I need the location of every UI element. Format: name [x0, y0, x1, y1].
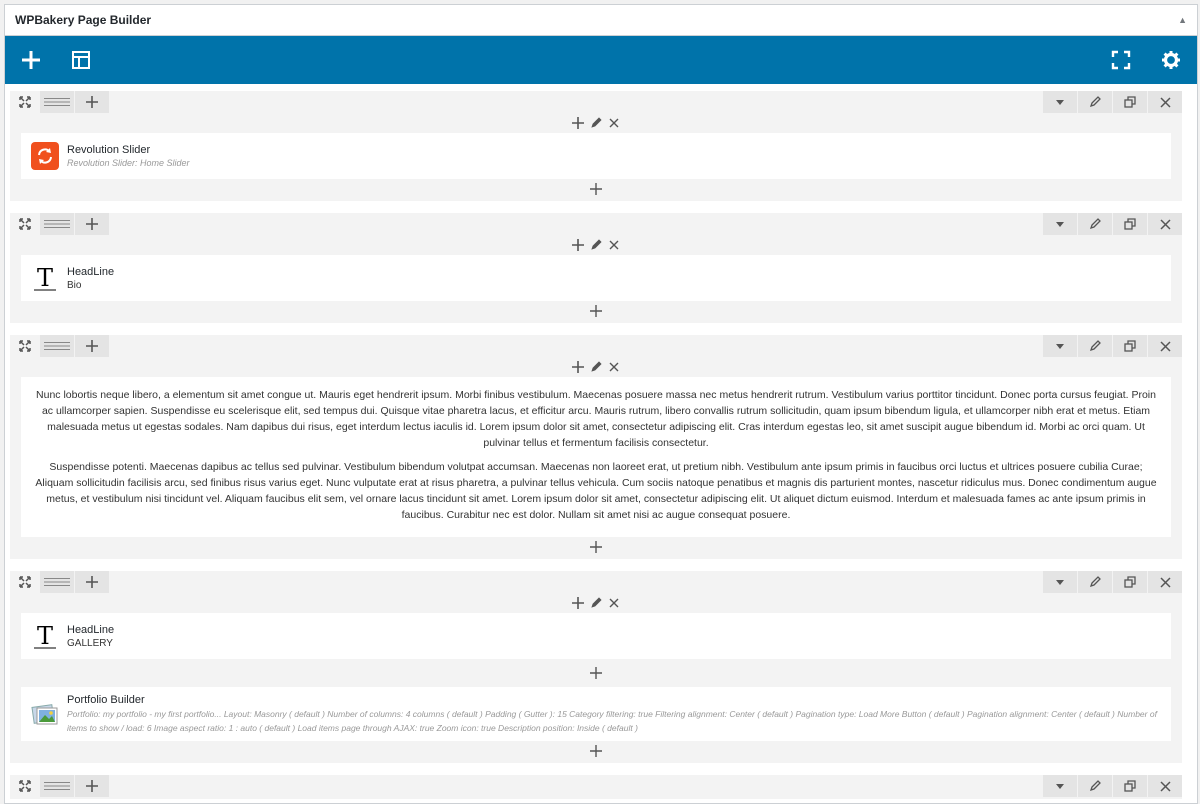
- headline-icon: [31, 622, 59, 650]
- row-drag-handle[interactable]: [40, 91, 74, 113]
- svg-text:T: T: [36, 264, 54, 292]
- row-clone-button[interactable]: [1113, 213, 1147, 235]
- add-element-button[interactable]: [19, 48, 43, 72]
- pencil-icon: [590, 361, 602, 373]
- collapse-toggle-icon[interactable]: ▲: [1178, 15, 1187, 25]
- row-controls: [10, 335, 1182, 357]
- add-element-below-button[interactable]: [21, 741, 1171, 761]
- column-add-button[interactable]: [570, 359, 586, 375]
- row-drag-handle[interactable]: [40, 335, 74, 357]
- row-controls: [10, 775, 1182, 797]
- clone-icon: [1124, 780, 1136, 792]
- row-edit-button[interactable]: [1078, 335, 1112, 357]
- text-paragraph: Suspendisse potenti. Maecenas dapibus ac tellus sed pulvinar. Vestibulum bibendum volutpat accumsan. Maecenas non laoreet erat, ut pretium nibh. Vestibulum ante ipsum primis in faucibus orci luctus et ultrices posuere cubilia Curae; Aliquam sollicitudin facilisis arcu, sed finibus risus varius eget. Nunc vulputate erat at risus pharetra, a pulvinar tellus vehicula. Cum sociis natoque penatibus et magnis dis parturient montes, nascetur ridiculus mus. Donec condimentum augue metus, et vestibulum nisi tincidunt vel. Aliquam faucibus elit sem, vel ornare lacus tincidunt sit amet. Lorem ipsum dolor sit amet, consectetur adipiscing elit. Ut aliquet dictum euismod. Interdum et malesuada fames ac ante ipsum primis in faucibus. Curabitur nec est dolor. Nullam sit amet nisi ac augue consequat posuere.: [35, 461, 1157, 521]
- move-arrows-icon: [19, 340, 31, 352]
- row-expand-button[interactable]: [10, 571, 40, 593]
- row-expand-button[interactable]: [10, 775, 40, 797]
- column-add-button[interactable]: [570, 115, 586, 131]
- row-edit-button[interactable]: [1078, 91, 1112, 113]
- plus-icon: [590, 667, 602, 679]
- move-arrows-icon: [19, 576, 31, 588]
- row-edit-button[interactable]: [1078, 571, 1112, 593]
- clone-icon: [1124, 96, 1136, 108]
- row-edit-button[interactable]: [1078, 213, 1112, 235]
- row-toggle-button[interactable]: [1043, 91, 1077, 113]
- row-toggle-button[interactable]: [1043, 213, 1077, 235]
- row-controls: [10, 571, 1182, 593]
- plus-icon: [86, 576, 98, 588]
- move-arrows-icon: [19, 96, 31, 108]
- plus-icon: [590, 183, 602, 195]
- close-icon: [1160, 577, 1171, 588]
- pencil-icon: [1089, 340, 1101, 352]
- pencil-icon: [1089, 218, 1101, 230]
- content-element[interactable]: [21, 687, 1171, 741]
- caret-down-icon: [1056, 222, 1064, 227]
- close-icon: [609, 598, 619, 608]
- row-toggle-button[interactable]: [1043, 571, 1077, 593]
- row-clone-button[interactable]: [1113, 571, 1147, 593]
- builder-row: [10, 775, 1182, 799]
- column-edit-button[interactable]: [588, 237, 604, 253]
- pencil-icon: [590, 597, 602, 609]
- builder-row: [10, 571, 1182, 763]
- close-icon: [609, 240, 619, 250]
- fullscreen-button[interactable]: [1109, 48, 1133, 72]
- element-title: HeadLine: [67, 623, 115, 636]
- drag-handle-icon: [44, 341, 70, 351]
- builder-column: [10, 357, 1182, 557]
- add-element-below-button[interactable]: [21, 537, 1171, 557]
- row-delete-button[interactable]: [1148, 335, 1182, 357]
- builder-row: [10, 213, 1182, 323]
- row-controls: [10, 213, 1182, 235]
- add-element-below-button[interactable]: [21, 301, 1171, 321]
- row-add-column-button[interactable]: [75, 775, 109, 797]
- column-edit-button[interactable]: [588, 359, 604, 375]
- row-clone-button[interactable]: [1113, 775, 1147, 797]
- row-add-column-button[interactable]: [75, 335, 109, 357]
- row-expand-button[interactable]: [10, 213, 40, 235]
- pencil-icon: [1089, 576, 1101, 588]
- row-clone-button[interactable]: [1113, 91, 1147, 113]
- caret-down-icon: [1056, 344, 1064, 349]
- column-delete-button[interactable]: [606, 595, 622, 611]
- plus-icon: [590, 305, 602, 317]
- row-controls: [10, 91, 1182, 113]
- close-icon: [1160, 781, 1171, 792]
- headline-icon: [31, 264, 59, 292]
- drag-handle-icon: [44, 781, 70, 791]
- clone-icon: [1124, 218, 1136, 230]
- plus-icon: [590, 745, 602, 757]
- column-delete-button[interactable]: [606, 237, 622, 253]
- layout-icon: [71, 50, 91, 70]
- move-arrows-icon: [19, 780, 31, 792]
- panel-header: [5, 5, 1197, 36]
- row-add-column-button[interactable]: [75, 91, 109, 113]
- element-subtitle: Bio: [67, 279, 82, 291]
- row-edit-button[interactable]: [1078, 775, 1112, 797]
- drag-handle-icon: [44, 219, 70, 229]
- plus-icon: [590, 541, 602, 553]
- row-expand-button[interactable]: [10, 91, 40, 113]
- caret-down-icon: [1056, 100, 1064, 105]
- svg-text:T: T: [36, 622, 54, 650]
- caret-down-icon: [1056, 580, 1064, 585]
- element-subtitle: Portfolio: my portfolio - my first portfolio... Layout: Masonry ( default ) Number of columns: 4 columns ( default ) Padding ( Gutter ): 15 Category filtering: true Filtering alignment: Center ( default ) Pagination type: Load More Button ( default ) Pagination alignment: Center ( default ) Number of items to show / load: 6 Image aspect ratio: 1 : auto ( default ) Load items page through AJAX: true Zoom icon: true Description position: Inside ( default ): [67, 709, 1157, 733]
- builder-row: [10, 335, 1182, 559]
- revolution-slider-icon: [31, 142, 59, 170]
- content-element[interactable]: [21, 255, 1171, 301]
- text-block[interactable]: [21, 377, 1171, 537]
- column-controls: [21, 235, 1171, 255]
- element-subtitle: GALLERY: [67, 637, 113, 649]
- builder-column: [10, 235, 1182, 321]
- pencil-icon: [1089, 780, 1101, 792]
- add-element-below-button[interactable]: [21, 179, 1171, 199]
- plus-icon: [86, 780, 98, 792]
- element-title: Portfolio Builder: [67, 694, 145, 706]
- row-delete-button[interactable]: [1148, 91, 1182, 113]
- row-toggle-button[interactable]: [1043, 335, 1077, 357]
- column-delete-button[interactable]: [606, 115, 622, 131]
- settings-button[interactable]: [1159, 48, 1183, 72]
- portfolio-icon: [31, 700, 59, 728]
- close-icon: [609, 362, 619, 372]
- builder-row: [10, 91, 1182, 201]
- plus-icon: [86, 340, 98, 352]
- column-add-button[interactable]: [570, 595, 586, 611]
- rows-container: [0, 79, 1192, 799]
- close-icon: [1160, 97, 1171, 108]
- column-delete-button[interactable]: [606, 359, 622, 375]
- pencil-icon: [590, 117, 602, 129]
- close-icon: [1160, 219, 1171, 230]
- plus-icon: [21, 50, 41, 70]
- plus-icon: [86, 218, 98, 230]
- templates-button[interactable]: [69, 48, 93, 72]
- row-add-column-button[interactable]: [75, 213, 109, 235]
- column-edit-button[interactable]: [588, 595, 604, 611]
- column-edit-button[interactable]: [588, 115, 604, 131]
- add-element-between-button[interactable]: [21, 659, 1171, 687]
- row-add-column-button[interactable]: [75, 571, 109, 593]
- builder-column: [10, 113, 1182, 199]
- plus-icon: [572, 239, 584, 251]
- row-drag-handle[interactable]: [40, 571, 74, 593]
- row-toggle-button[interactable]: [1043, 775, 1077, 797]
- builder-column: [10, 593, 1182, 761]
- element-title: Revolution Slider: [67, 143, 151, 156]
- plus-icon: [86, 96, 98, 108]
- pencil-icon: [1089, 96, 1101, 108]
- column-controls: [21, 593, 1171, 613]
- column-add-button[interactable]: [570, 237, 586, 253]
- row-drag-handle[interactable]: [40, 213, 74, 235]
- column-controls: [21, 113, 1171, 133]
- close-icon: [609, 118, 619, 128]
- close-icon: [1160, 341, 1171, 352]
- panel-title: WPBakery Page Builder: [15, 13, 152, 27]
- gear-icon: [1161, 50, 1181, 70]
- clone-icon: [1124, 340, 1136, 352]
- plus-icon: [572, 361, 584, 373]
- text-paragraph: Nunc lobortis neque libero, a elementum sit amet congue ut. Mauris eget hendrerit ipsum. Morbi finibus vestibulum. Maecenas posuere massa nec metus hendrerit rutrum. Vestibulum varius porttitor tincidunt. Donec porta cursus feugiat. Proin ac ullamcorper sapien. Suspendisse eu scelerisque elit, sed tempus dui. Quisque vitae pharetra lacus, et efficitur arcu. Mauris rutrum, libero convallis rutrum sollicitudin, quam ipsum bibendum ligula, et ullamcorper nibh erat et metus. Etiam malesuada metus ut egestas sodales. Nam dapibus dui risus, eget interdum lectus iaculis id. Lorem ipsum dolor sit amet, consectetur adipiscing elit. Cras interdum egestas leo, sit amet suscipit augue bibendum id. Morbi ac orci quam. Ut pulvinar tellus et fermentum facilisis consectetur.: [36, 389, 1156, 449]
- plus-icon: [572, 597, 584, 609]
- drag-handle-icon: [44, 97, 70, 107]
- row-delete-button[interactable]: [1148, 775, 1182, 797]
- element-title: HeadLine: [67, 265, 115, 278]
- plus-icon: [572, 117, 584, 129]
- column-controls: [21, 357, 1171, 377]
- content-element[interactable]: [21, 613, 1171, 659]
- clone-icon: [1124, 576, 1136, 588]
- row-clone-button[interactable]: [1113, 335, 1147, 357]
- drag-handle-icon: [44, 577, 70, 587]
- row-delete-button[interactable]: [1148, 213, 1182, 235]
- builder-toolbar: [5, 36, 1197, 84]
- row-drag-handle[interactable]: [40, 775, 74, 797]
- element-subtitle: Revolution Slider: Home Slider: [67, 157, 190, 168]
- row-delete-button[interactable]: [1148, 571, 1182, 593]
- fullscreen-icon: [1111, 50, 1131, 70]
- content-element[interactable]: [21, 133, 1171, 179]
- caret-down-icon: [1056, 784, 1064, 789]
- row-expand-button[interactable]: [10, 335, 40, 357]
- move-arrows-icon: [19, 218, 31, 230]
- pencil-icon: [590, 239, 602, 251]
